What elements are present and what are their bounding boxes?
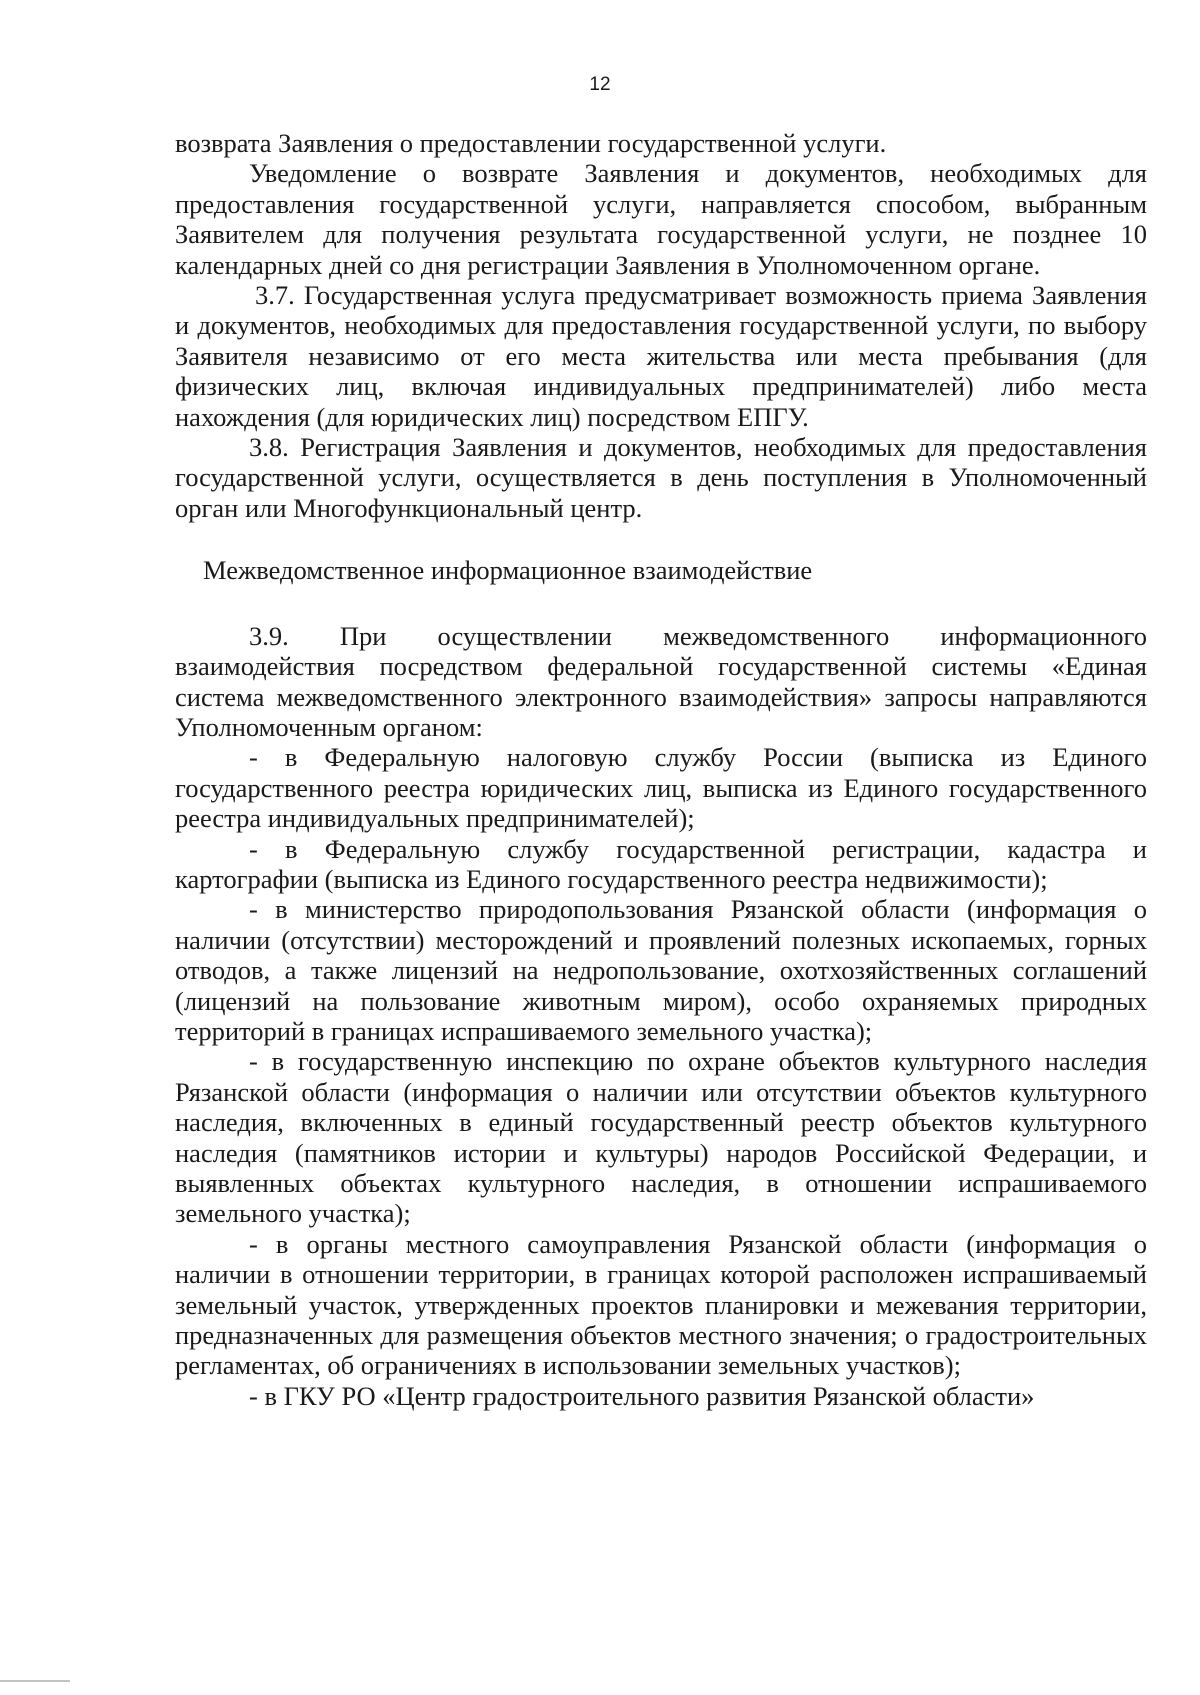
list-item-registration-service: - в Федеральную службу государственной регистрации, кадастра и картографии (выписка из Единого государственного реестра недвижимости); [175,833,1147,894]
paragraph-3-7: 3.7. Государственная услуга предусматривает возможность приема Заявления и документов, необходимых для предоставления государственной услуги, по выбору Заявителя независимо от его места жительства или места пребывания (для физических лиц, включая индивидуальных предпринимателей) либо места нахождения (для юридических лиц) посредством ЕПГУ. [175,280,1147,432]
list-item-tax-service: - в Федеральную налоговую службу России (выписка из Единого государственного реестра юридических лиц, выписка из Единого государственного реестра индивидуальных предпринимателей); [175,742,1147,834]
list-item-natural-resources-ministry: - в министерство природопользования Рязанской области (информация о наличии (отсутствии) месторождений и проявлений полезных ископаемых, горных отводов, а также лицензий на недропользование, охотхозяйственных соглашений (лицензий на пользование животным миром), особо охраняемых природных территорий в границах испрашиваемого земельного участка); [175,894,1147,1046]
scan-edge-mark [0,1680,70,1682]
document-body [175,128,1147,1411]
page-number: 12 [589,74,611,95]
list-item-local-government: - в органы местного самоуправления Рязанской области (информация о наличии в отношении территории, в границах которой расположен испрашиваемый земельный участок, утвержденных проектов планировки и межевания территории, предназначенных для размещения объектов местного значения; о градостроительных регламентах, об ограничениях в использовании земельных участков); [175,1228,1147,1381]
list-item-heritage-inspection: - в государственную инспекцию по охране объектов культурного наследия Рязанской области (информация о наличии или отсутствии объектов культурного наследия, включенных в единый государственный реестр объектов культурного наследия (памятников истории и культуры) народов Российской Федерации, и выявленных объектах культурного наследия, в отношении испрашиваемого земельного участка); [175,1046,1147,1229]
list-item-urban-development-center: - в ГКУ РО «Центр градостроительного развития Рязанской области» [249,1380,1035,1411]
paragraph-3-8: 3.8. Регистрация Заявления и документов, необходимых для предоставления государственной услуги, осуществляется в день поступления в Уполномоченный орган или Многофункциональный центр. [175,432,1147,523]
paragraph-return-notice: Уведомление о возврате Заявления и документов, необходимых для предоставления государственной услуги, направляется способом, выбранным Заявителем для получения результата государственной услуги, не позднее 10 календарных дней со дня регистрации Заявления в Уполномоченном органе. [175,158,1147,280]
paragraph-return-continuation: возврата Заявления о предоставлении государственной услуги. [175,128,887,158]
section-heading: Межведомственное информационное взаимодействие [203,555,813,586]
paragraph-3-9: 3.9. При осуществлении межведомственного информационного взаимодействия посредством федеральной государственной системы «Единая система межведомственного электронного взаимодействия» запросы направляются Уполномоченным органом: [175,620,1147,742]
